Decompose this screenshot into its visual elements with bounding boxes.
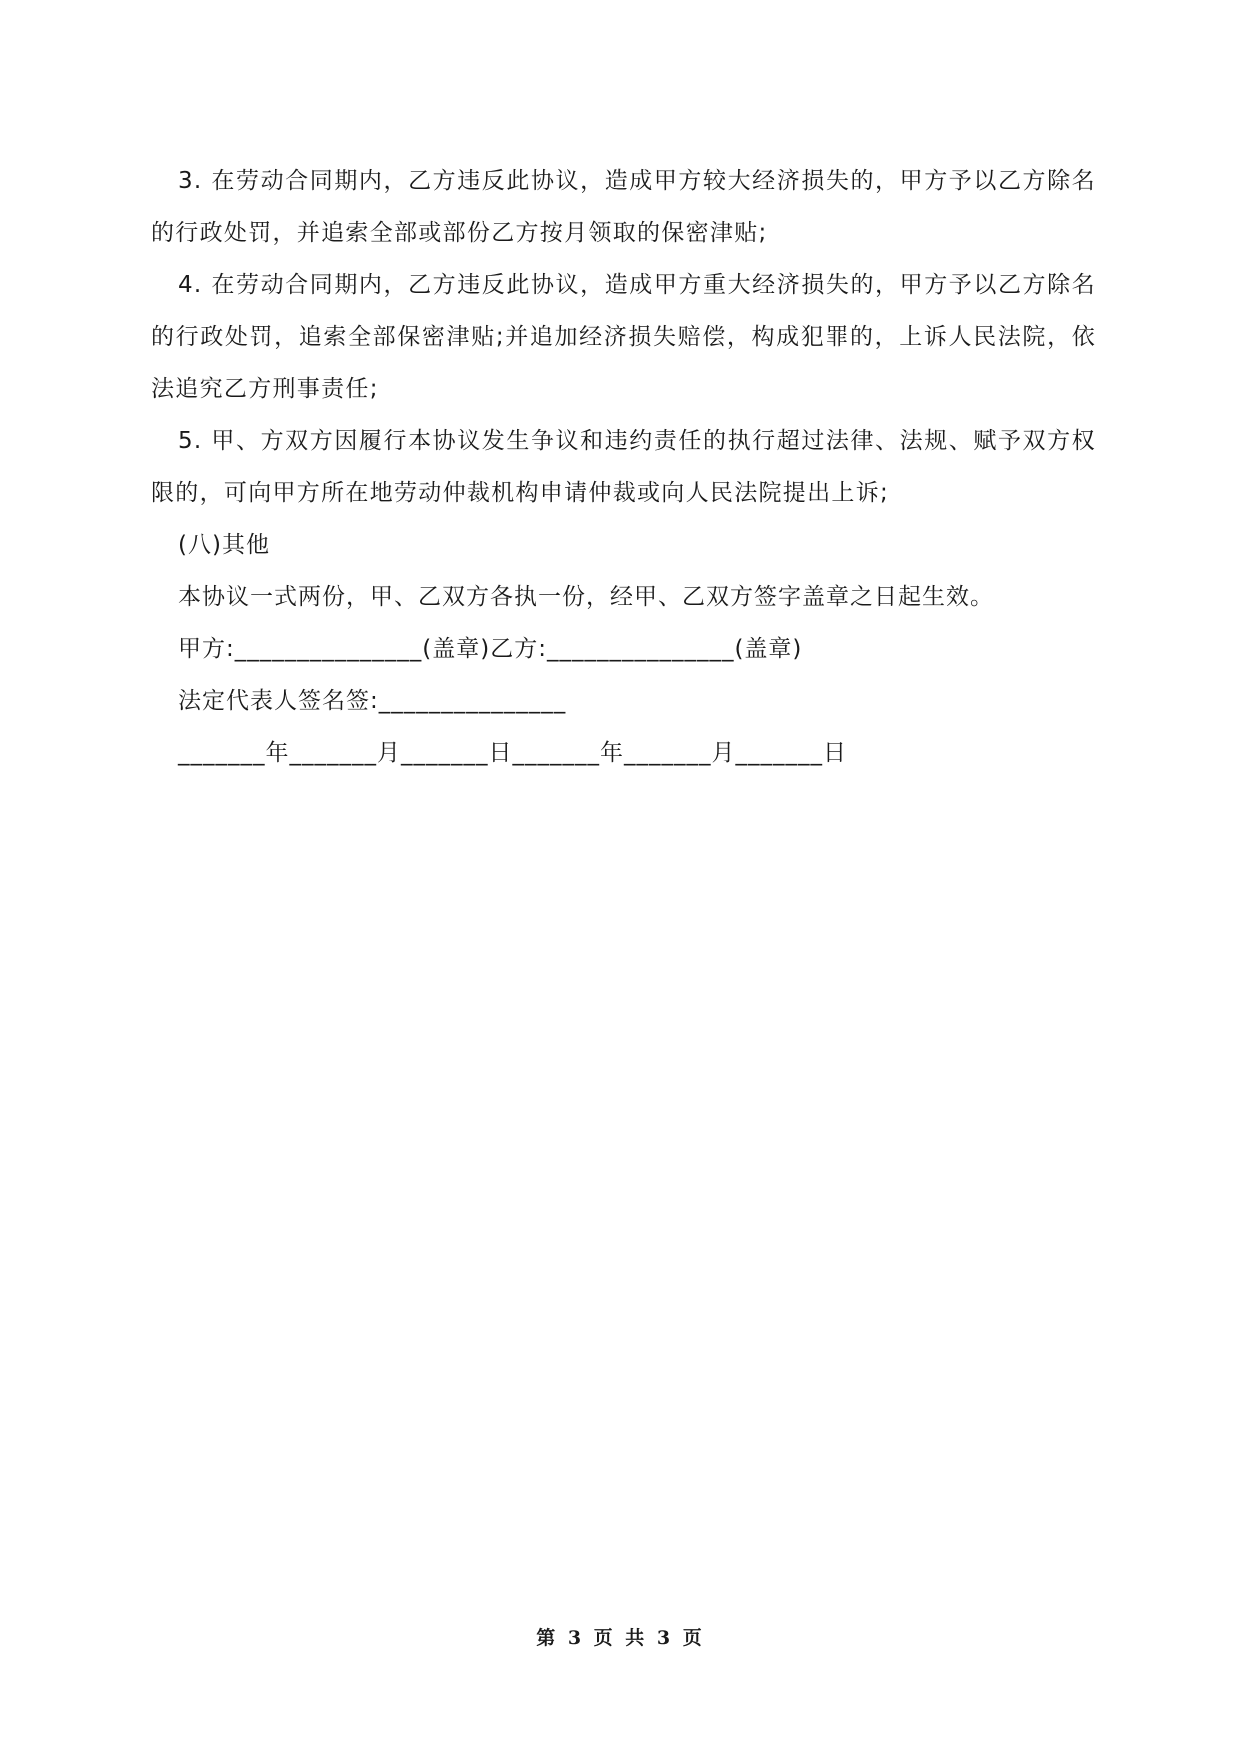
date-line: _______年_______月_______日_______年_______月_______日 xyxy=(178,740,847,766)
legal-representative-line: 法定代表人签名签:_______________ xyxy=(178,688,567,714)
clause-4-paragraph: 4. 在劳动合同期内，乙方违反此协议，造成甲方重大经济损失的，甲方予以乙方除名的行政处罚，追索全部保密津贴;并追加经济损失赔偿，构成犯罪的，上诉人民法院，依法追究乙方刑事责任; xyxy=(151,272,1096,402)
page-number-footer: 第 3 页 共 3 页 xyxy=(536,1627,705,1649)
closing-statement: 本协议一式两份，甲、乙双方各执一份，经甲、乙双方签字盖章之日起生效。 xyxy=(178,584,994,610)
section-title-other: (八)其他 xyxy=(178,532,270,558)
clause-5-paragraph: 5. 甲、方双方因履行本协议发生争议和违约责任的执行超过法律、法规、赋予双方权限的，可向甲方所在地劳动仲裁机构申请仲裁或向人民法院提出上诉; xyxy=(151,428,1096,506)
clause-3-paragraph: 3. 在劳动合同期内，乙方违反此协议，造成甲方较大经济损失的，甲方予以乙方除名的行政处罚，并追索全部或部份乙方按月领取的保密津贴; xyxy=(151,168,1096,246)
signature-party-line: 甲方:_______________(盖章)乙方:_______________(盖章) xyxy=(178,636,803,662)
document-body xyxy=(151,155,1096,779)
